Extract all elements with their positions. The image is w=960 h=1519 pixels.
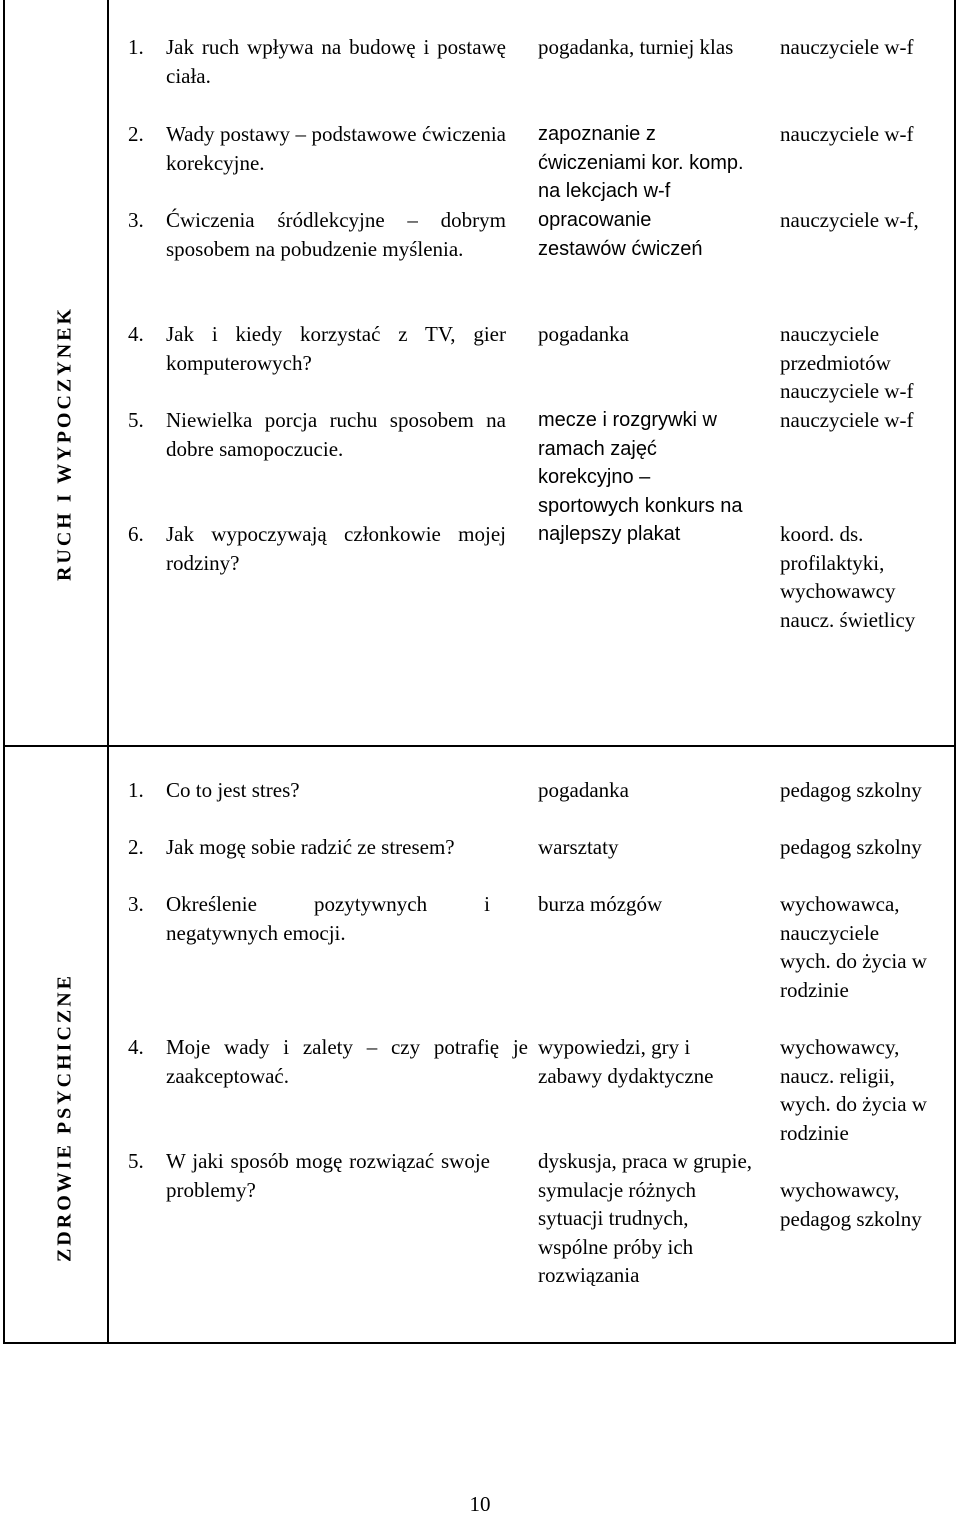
- row-number: 5.: [128, 1149, 144, 1173]
- row-number: 6.: [128, 522, 144, 546]
- row-topic: W jaki sposób mogę rozwiązać swoje problemy?: [166, 1149, 490, 1202]
- row-topic: Określenie pozytywnych i negatywnych emocji.: [166, 892, 490, 945]
- row-topic: Co to jest stres?: [166, 778, 300, 802]
- row-responsible: nauczyciele w-f,: [780, 208, 919, 232]
- row-number: 3.: [128, 892, 144, 916]
- row-number: 2.: [128, 122, 144, 146]
- row-number: 4.: [128, 322, 144, 346]
- row-method: burza mózgów: [538, 892, 663, 916]
- row-method: pogadanka, turniej klas: [538, 35, 734, 59]
- row-responsible: nauczyciele w-f: [780, 122, 914, 146]
- row-method: opracowanie zestawów ćwiczeń: [538, 209, 703, 260]
- page-number: 10: [469, 1492, 491, 1516]
- row-topic: Jak mogę sobie radzić ze stresem?: [166, 835, 455, 859]
- row-responsible: pedagog szkolny: [780, 835, 922, 859]
- row-responsible: wychowawca, nauczyciele wych. do życia w rodzinie: [780, 892, 927, 1002]
- row-responsible: nauczyciele przedmiotów: [780, 322, 891, 375]
- row-method: wypowiedzi, gry i zabawy dydaktyczne: [538, 1035, 714, 1088]
- row-topic: Wady postawy – podstawowe ćwiczenia korekcyjne.: [166, 122, 506, 175]
- row-responsible: nauczyciele w-f: [780, 35, 914, 59]
- row-method: mecze i rozgrywki w ramach zajęć korekcyjno – sportowych konkurs na najlepszy plakat: [538, 409, 743, 546]
- row-responsible: wychowawcy, pedagog szkolny: [780, 1178, 922, 1231]
- row-responsible: pedagog szkolny: [780, 778, 922, 802]
- section-divider: [3, 745, 956, 747]
- row-topic: Jak ruch wpływa na budowę i postawę ciała.: [166, 35, 506, 88]
- row-method: warsztaty: [538, 835, 619, 859]
- row-responsible: koord. ds. profilaktyki, wychowawcy naucz. świetlicy: [780, 522, 916, 632]
- row-responsible: nauczyciele w-f nauczyciele w-f: [780, 379, 914, 432]
- row-method: pogadanka: [538, 778, 629, 802]
- row-topic: Jak wypoczywają członkowie mojej rodziny?: [166, 522, 506, 575]
- section-label-zdrowie: ZDROWIE PSYCHICZNE: [53, 972, 76, 1263]
- column-divider: [107, 0, 109, 1344]
- row-number: 2.: [128, 835, 144, 859]
- row-number: 1.: [128, 778, 144, 802]
- row-method: dyskusja, praca w grupie, symulacje różnych sytuacji trudnych, wspólne próby ich rozwiązania: [538, 1149, 753, 1288]
- row-number: 5.: [128, 408, 144, 432]
- row-topic: Ćwiczenia śródlekcyjne – dobrym sposobem na pobudzenie myślenia.: [166, 208, 506, 261]
- row-topic: Jak i kiedy korzystać z TV, gier komputerowych?: [166, 322, 506, 375]
- row-topic: Moje wady i zalety – czy potrafię je zaakceptować.: [166, 1035, 528, 1088]
- row-method: pogadanka: [538, 322, 629, 346]
- row-number: 4.: [128, 1035, 144, 1059]
- row-topic: Niewielka porcja ruchu sposobem na dobre samopoczucie.: [166, 408, 506, 461]
- row-responsible: wychowawcy, naucz. religii, wych. do życia w rodzinie: [780, 1035, 927, 1145]
- section-label-ruch: RUCH I WYPOCZYNEK: [53, 305, 76, 582]
- row-number: 3.: [128, 208, 144, 232]
- row-number: 1.: [128, 35, 144, 59]
- row-method: zapoznanie z ćwiczeniami kor. komp. na lekcjach w-f: [538, 123, 744, 203]
